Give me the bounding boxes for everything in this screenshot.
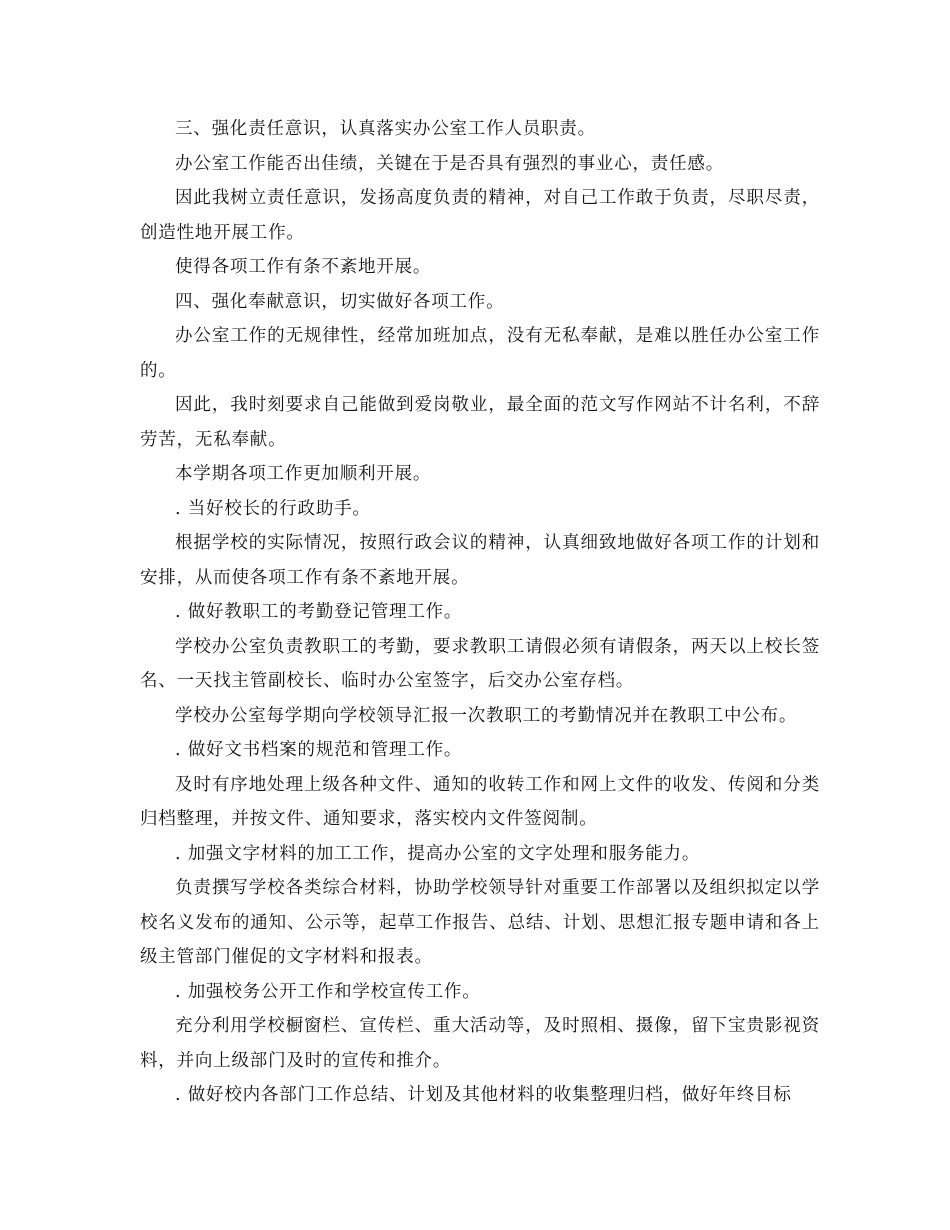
list-item-heading: . 做好教职工的考勤登记管理工作。	[175, 602, 463, 622]
paragraph-section-four-heading: 四、强化奉献意识，切实做好各项工作。	[175, 291, 505, 312]
paragraph: 及时有序地处理上级各种文件、通知的收转工作和网上文件的收发、传阅和分类归档整理，并按文件、通知要求，落实校内文件签阅制。	[140, 774, 820, 829]
paragraph-section-three-heading: 三、强化责任意识，认真落实办公室工作人员职责。	[175, 119, 596, 139]
list-item-heading: . 做好文书档案的规范和管理工作。	[175, 740, 463, 760]
list-item-heading: . 加强文字材料的加工工作，提高办公室的文字处理和服务能力。	[175, 843, 701, 864]
paragraph: 办公室工作能否出佳绩，关键在于是否具有强烈的事业心，责任感。	[175, 153, 724, 174]
paragraph: 因此我树立责任意识，发扬高度负责的精神，对自己工作敢于负责，尽职尽责，创造性地开展工作。	[140, 188, 820, 243]
paragraph: 学校办公室负责教职工的考勤，要求教职工请假必须有请假条，两天以上校长签名、一天找主管副校长、临时办公室签字，后交办公室存档。	[140, 636, 820, 691]
paragraph: 使得各项工作有条不紊地开展。	[175, 257, 432, 277]
paragraph: 本学期各项工作更加顺利开展。	[175, 464, 432, 484]
paragraph: 办公室工作的无规律性，经常加班加点，没有无私奉献，是难以胜任办公室工作的。	[140, 326, 820, 381]
list-item-heading: . 加强校务公开工作和学校宣传工作。	[175, 981, 481, 1002]
list-item-heading: . 当好校长的行政助手。	[175, 498, 371, 519]
paragraph: 因此，我时刻要求自己能做到爱岗敬业，最全面的范文写作网站不计名利，不辞劳苦，无私奉献。	[140, 395, 820, 450]
list-item-heading: . 做好校内各部门工作总结、计划及其他材料的收集整理归档，做好年终目标	[175, 1085, 792, 1105]
paragraph: 负责撰写学校各类综合材料，协助学校领导针对重要工作部署以及组织拟定以学校名义发布的通知、公示等，起草工作报告、总结、计划、思想汇报专题申请和各上级主管部门催促的文字材料和报表。	[140, 878, 820, 967]
document-body	[140, 112, 820, 1113]
paragraph: 学校办公室每学期向学校领导汇报一次教职工的考勤情况并在教职工中公布。	[175, 705, 798, 726]
paragraph: 根据学校的实际情况，按照行政会议的精神，认真细致地做好各项工作的计划和安排，从而使各项工作有条不紊地开展。	[140, 533, 820, 588]
paragraph: 充分利用学校橱窗栏、宣传栏、重大活动等，及时照相、摄像，留下宝贵影视资料，并向上级部门及时的宣传和推介。	[140, 1016, 820, 1071]
